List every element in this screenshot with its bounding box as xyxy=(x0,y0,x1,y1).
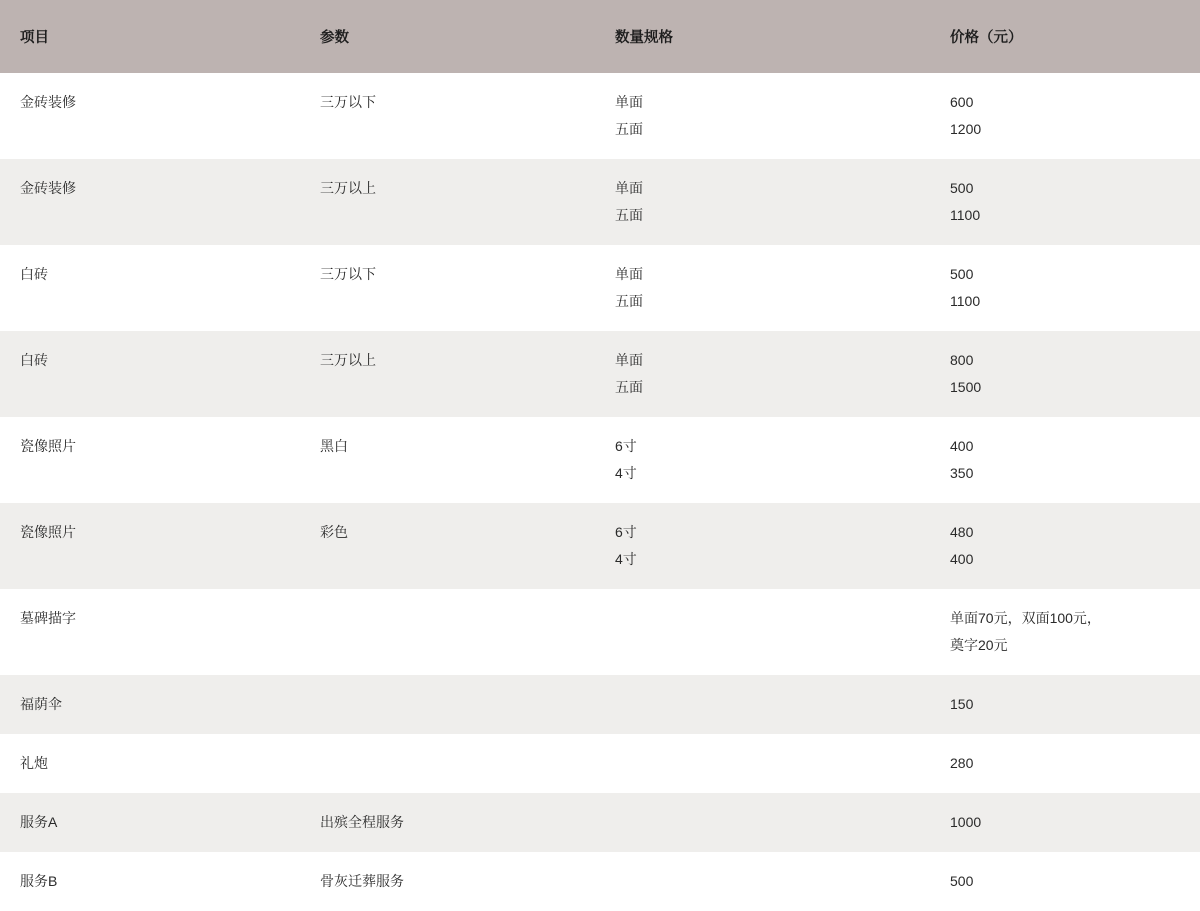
cell-price-line: 单面70元，双面100元， xyxy=(950,610,1101,626)
header-row xyxy=(0,0,1200,73)
cell-item: 白砖 xyxy=(20,266,48,282)
cell-item: 白砖 xyxy=(20,352,48,368)
cell-spec-line: 4寸 xyxy=(615,465,637,481)
cell-param xyxy=(300,675,595,734)
cell-price xyxy=(930,734,1200,793)
cell-price-line: 1000 xyxy=(950,814,982,830)
cell-param xyxy=(300,589,595,675)
cell-spec-line: 单面 xyxy=(615,266,643,282)
cell-spec xyxy=(595,675,930,734)
cell-param: 黑白 xyxy=(320,438,348,454)
cell-item: 金砖装修 xyxy=(20,180,76,196)
cell-price xyxy=(930,245,1200,331)
cell-price-line: 1100 xyxy=(950,207,981,223)
cell-price-line: 480 xyxy=(950,524,974,540)
cell-spec xyxy=(595,734,930,793)
cell-param: 骨灰迁葬服务 xyxy=(320,873,404,889)
cell-price-line: 400 xyxy=(950,551,974,567)
cell-item: 瓷像照片 xyxy=(20,524,76,540)
cell-param: 三万以上 xyxy=(320,180,376,196)
cell-price xyxy=(930,503,1200,589)
cell-item: 服务A xyxy=(20,814,58,830)
cell-price-line: 150 xyxy=(950,696,974,712)
cell-item: 瓷像照片 xyxy=(20,438,76,454)
cell-price xyxy=(930,417,1200,503)
cell-spec xyxy=(595,331,930,417)
cell-price-line: 400 xyxy=(950,438,974,454)
cell-spec-line: 6寸 xyxy=(615,438,637,454)
cell-price-line: 600 xyxy=(950,94,974,110)
table-body xyxy=(0,73,1200,911)
table-row xyxy=(0,73,1200,159)
cell-spec-line: 单面 xyxy=(615,352,643,368)
table-row xyxy=(0,734,1200,793)
cell-item: 墓碑描字 xyxy=(20,610,76,626)
cell-price-line: 1100 xyxy=(950,293,981,309)
cell-price-line: 1500 xyxy=(950,379,982,395)
cell-spec-line: 五面 xyxy=(615,207,643,223)
cell-spec-line: 单面 xyxy=(615,94,643,110)
cell-param: 出殡全程服务 xyxy=(320,814,404,830)
cell-price xyxy=(930,589,1200,675)
cell-price xyxy=(930,331,1200,417)
cell-item: 福荫伞 xyxy=(20,696,62,712)
cell-param: 三万以下 xyxy=(320,266,376,282)
cell-spec-line: 4寸 xyxy=(615,551,637,567)
table-row xyxy=(0,503,1200,589)
table-row xyxy=(0,159,1200,245)
table-row xyxy=(0,793,1200,852)
cell-price xyxy=(930,793,1200,852)
cell-item: 服务B xyxy=(20,873,58,889)
cell-spec-line: 五面 xyxy=(615,121,643,137)
cell-param xyxy=(300,734,595,793)
cell-spec xyxy=(595,793,930,852)
cell-price xyxy=(930,852,1200,911)
cell-spec xyxy=(595,852,930,911)
table-header xyxy=(0,0,1200,73)
cell-spec xyxy=(595,159,930,245)
cell-price-line: 350 xyxy=(950,465,974,481)
cell-spec xyxy=(595,503,930,589)
cell-price xyxy=(930,73,1200,159)
cell-price-line: 500 xyxy=(950,180,974,196)
table-row xyxy=(0,589,1200,675)
cell-spec-line: 6寸 xyxy=(615,524,637,540)
cell-price-line: 500 xyxy=(950,873,974,889)
cell-price-line: 1200 xyxy=(950,121,982,137)
table-row xyxy=(0,245,1200,331)
cell-spec xyxy=(595,73,930,159)
cell-price-line: 奠字20元 xyxy=(950,637,1008,653)
cell-price-line: 800 xyxy=(950,352,974,368)
cell-spec-line: 五面 xyxy=(615,379,643,395)
table-row xyxy=(0,675,1200,734)
cell-spec xyxy=(595,589,930,675)
cell-price xyxy=(930,159,1200,245)
cell-spec xyxy=(595,417,930,503)
cell-spec-line: 单面 xyxy=(615,180,643,196)
cell-price xyxy=(930,675,1200,734)
column-header-param: 参数 xyxy=(300,0,595,73)
table-row xyxy=(0,417,1200,503)
cell-param: 彩色 xyxy=(320,524,348,540)
cell-param: 三万以下 xyxy=(320,94,376,110)
cell-spec xyxy=(595,245,930,331)
table-row xyxy=(0,331,1200,417)
table-row xyxy=(0,852,1200,911)
cell-spec-line: 五面 xyxy=(615,293,643,309)
cell-item: 金砖装修 xyxy=(20,94,76,110)
cell-item: 礼炮 xyxy=(20,755,48,771)
cell-price-line: 500 xyxy=(950,266,974,282)
cell-price-line: 280 xyxy=(950,755,974,771)
column-header-spec: 数量规格 xyxy=(595,0,930,73)
column-header-item: 项目 xyxy=(0,0,300,73)
column-header-price: 价格（元） xyxy=(930,0,1200,73)
cell-param: 三万以上 xyxy=(320,352,376,368)
